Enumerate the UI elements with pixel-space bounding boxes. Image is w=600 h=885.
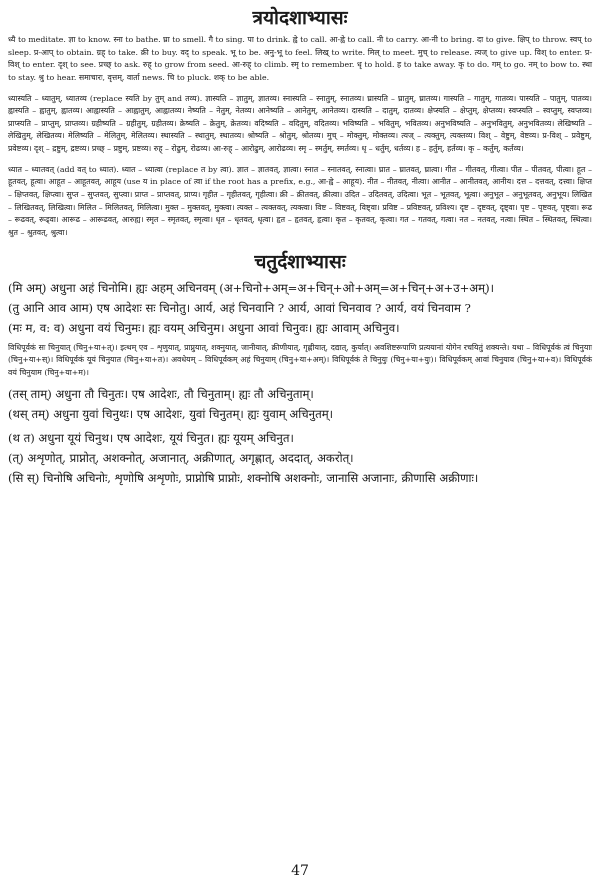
example-line-thas: (थस् तम्) अधुना युवां चिनुथः। एष आदेशः, युवां चिनुतम्। ह्यः युवाम् अचिनुतम्।	[8, 406, 334, 421]
example-line-tha: (थ त) अधुना यूयं चिनुथ। एष आदेशः, यूयं चिनुत। ह्यः यूयम् अचिनुत।	[8, 430, 294, 445]
optative-paragraph: विधिपूर्वकं सः चिनुयात् (चिनु+या+त्)। इत्थम् एव – शृणुयात्, प्राप्नुयात्, शक्नुयात्, जानीयात्, क्रीणीयात्, गृह्णीयात्, दद्यात्, कुर्यात्। अवशिष्टरूपाणि प्रत्ययानां योगेन रचयितुं शक्यन्ते। यथा – विधिपूर्वकं त्वं चिनुयाः (चिनु+या+स्)। विधिपूर्वकं यूयं चिनुयात (चिनु+या+त)। अवधेयम् – विधिपूर्वकम् अहं चिनुयाम् (चिनु+या+अम्)। विधिपूर्वकं ते चिनुयुः (चिनु+या+युः)। विधिपूर्वकम् आवां चिनुयाव (चिनु+या+व)। विधिपूर्वकं वयं चिनुयाम (चिनु+या+म)।	[8, 342, 592, 377]
infinitive-forms-paragraph: ध्यास्यति – ध्यातुम्, ध्यातव्य (replace स्यति by तुम् and तव्य). ज्ञास्यति – ज्ञातुम्, ज्ञातव्य। स्नास्यति – स्नातुम्, स्नातव्य। घ्रास्यति – घ्रातुम्, घ्रातव्य। गास्यति – गातुम्, गातव्य। पास्यति – पातुम्, पातव्य। ह्वास्यति – ह्वातुम्, ह्वातव्य। आह्वास्यति – आह्वातुम्, आह्वातव्य। नेष्यति – नेतुम्, नेतव्य। आनेष्यति – आनेतुम्, आनेतव्य। दास्यति – दातुम्, दातव्य। क्षेप्स्यति – क्षेप्तुम्, क्षेप्तव्य। स्वप्स्यति – स्वप्तुम्, स्वप्तव्य। प्राप्स्यति – प्राप्तुम्, प्राप्तव्य। ग्रहीष्यति – ग्रहीतुम्, ग्रहीतव्य। क्रेष्यति – क्रेतुम्, क्रेतव्य। वदिष्यति – वदितुम्, वदितव्य। भविष्यति – भवितुम्, भवितव्य। अनुभविष्यति – अनुभवितुम्, अनुभवितव्य। लेखिष्यति – लेखितुम्, लेखितव्य। मेलिष्यति – मेलितुम्, मेलितव्य। स्थास्यति – स्थातुम्, स्थातव्य। श्रोष्यति – श्रोतुम्, श्रोतव्य। मुच् – मोक्तुम्, मोक्तव्य। त्यज् – त्यक्तुम्, त्यक्तव्य। विश् – वेष्टुम्, वेष्टव्य। प्र-विश् – प्रवेष्टुम्, प्रवेष्टव्य। दृश् – द्रष्टुम्, द्रष्टव्य। प्रच्छ् – प्रष्टुम्, प्रष्टव्य। रुह् – रोढुम्, रोढव्य। आ-रुह् – आरोढुम्, आरोढव्य। स्मृ – स्मर्तुम्, स्मर्तव्य। धृ – धर्तुम्, धर्तव्य। ह – हर्तुम्, हर्तव्य। कृ – कर्तुम्, कर्तव्य।	[8, 93, 592, 154]
example-line-mi: (मि अम्) अधुना अहं चिनोमि। ह्यः अहम् अचिनवम् (अ+चिनो+अम्=अ+चिन्+ओ+अम्=अ+चिन्+अ+उ+अम्)।	[8, 280, 494, 295]
example-line-mah: (मः म, व: व) अधुना वयं चिनुमः। ह्यः वयम् अचिनुम। अधुना आवां चिनुवः। ह्यः आवाम् अचिनुव।	[8, 320, 400, 335]
example-line-t: (त्) अशृणोत्, प्राप्नोत्, अशक्नोत्, अजानात्, अक्रीणात्, अगृह्णात्, अददात्, अकरोत्।	[8, 450, 354, 465]
example-line-tas: (तस् ताम्) अधुना तौ चिनुतः। एष आदेशः, तौ चिनुताम्। ह्यः तौ अचिनुताम्।	[8, 386, 314, 401]
example-line-si: (सि स्) चिनोषि अचिनोः, शृणोषि अशृणोः, प्राप्नोषि प्राप्नोः, शक्नोषि अशक्नोः, जानासि अजानाः, क्रीणासि अक्रीणाः।	[8, 470, 479, 485]
vocabulary-paragraph: ध्यै to meditate. ज्ञा to know. स्ना to bathe. घ्रा to smell. गै to sing. पा to drink. ह्वे to call. आ-ह्वे to call. नी to carry. आ-नी to bring. दा to give. क्षिप् to throw. स्वप् to sleep. प्र-आप् to obtain. ग्रह् to take. क्री to buy. वद् to speak. भू to be. अनु-भू to feel. लिख् to write. मिल् to meet. मुच् to release. त्यज् to give up. विश् to enter. प्र-विश् to enter. दृश् to see. प्रच्छ् to ask. रुह् to grow from seed. आ-रुह् to climb. स्मृ to remember. धृ to hold. ह to take away. कृ to do. गम् to go. नम् to bow to. स्था to stay. श्रु to hear. समाचारः, वृत्तम्, वार्ता news. चि to pluck. शक् to be able.	[8, 35, 592, 82]
lesson-14-title: चतुर्दशाभ्यासः	[254, 250, 346, 273]
example-line-tu: (तु आनि आव आम) एष आदेशः सः चिनोतु। आर्य, अहं चिनवानि ? आर्य, आवां चिनवाव ? आर्य, वयं चिनवाम ?	[8, 300, 471, 315]
page-number: 47	[291, 863, 309, 879]
lesson-13-title: त्रयोदशाभ्यासः	[252, 7, 348, 29]
participle-forms-paragraph: ध्यात – ध्यातवत् (add वत् to ध्यात). ध्यात – ध्यात्वा (replace त by त्वा). ज्ञात – ज्ञातवत्, ज्ञात्वा। स्नात – स्नातवत्, स्नात्वा। घ्रात – घ्रातवत्, घ्रात्वा। गीत – गीतवत्, गीत्वा। पीत – पीतवत्, पीत्वा। हूत – हूतवत्, हूत्वा। आहूत – आहूतवत्, आहूय (use य in place of त्वा if the root has a prefix, e.g., आ-ह्वे – आहूय). नीत – नीतवत्, नीत्वा। आनीत – आनीतवत्, आनीय। दत्त – दत्तवत्, दत्त्वा। क्षिप्त – क्षिप्तवत्, क्षिप्त्वा। सुप्त – सुप्तवत्, सुप्त्वा। प्राप्त – प्राप्तवत्, प्राप्य। गृहीत – गृहीतवत्, गृहीत्वा। क्री – क्रीतवत्, क्रीत्वा। उदित – उदितवत्, उदित्वा। भूत – भूतवत्, भूत्वा। अनुभूत – अनुभूतवत्, अनुभूय। लिखित – लिखितवत्, लिखित्वा। मिलित – मिलितवत्, मिलित्वा। मुक्त – मुक्तवत्, मुक्त्वा। त्यक्त – त्यक्तवत्, त्यक्त्वा। विष्ट – विष्टवत्, विष्ट्वा। प्रविष्ट – प्रविष्टवत्, प्रविश्य। दृष्ट – दृष्टवत्, दृष्ट्वा। पृष्ट – पृष्टवत्, पृष्ट्वा। रूढ – रूढवत्, रूढ्वा। आरूढ – आरूढवत्, आरुह्य। स्मृत – स्मृतवत्, स्मृत्वा। धृत – धृतवत्, धृत्वा। हृत – हृतवत्, हृत्वा। कृत – कृतवत्, कृत्वा। गत – गतवत्, गत्वा। नत – नतवत्, नत्वा। स्थित – स्थितवत्, स्थित्वा। श्रुत – श्रुतवत्, श्रुत्वा।	[8, 164, 592, 237]
